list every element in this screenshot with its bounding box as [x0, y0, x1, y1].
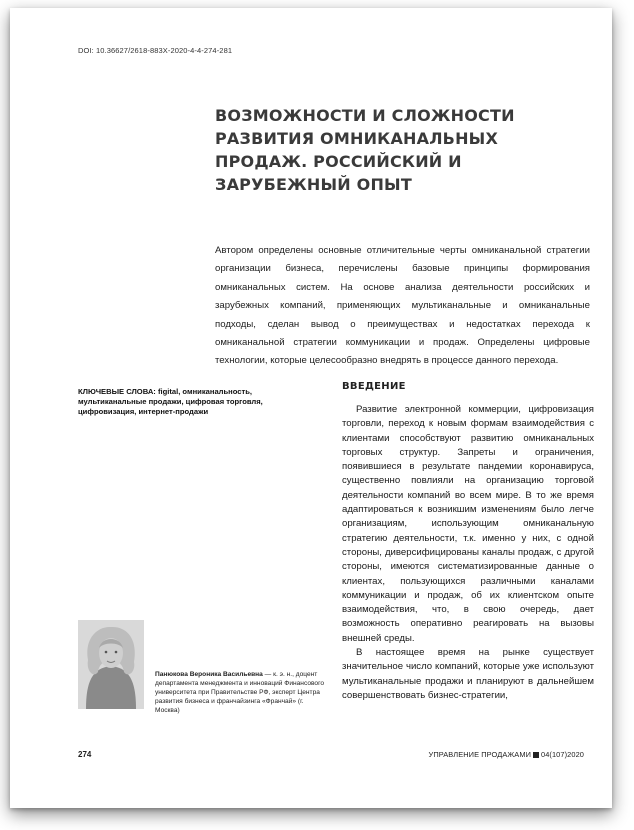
author-photo	[78, 620, 144, 709]
separator-square-icon	[533, 752, 539, 758]
journal-page	[10, 8, 612, 808]
author-name: Панюкова Вероника Васильевна	[155, 671, 263, 678]
keywords-label: КЛЮЧЕВЫЕ СЛОВА:	[78, 387, 156, 396]
author-bio: — к. э. н., доцент департамента менеджмента и инноваций Финансового университета при Правительстве РФ, эксперт Центра развития бизнеса и франчайзинга «Франчай» (г. Москва)	[155, 671, 325, 714]
intro-paragraph-2: В настоящее время на рынке существует значительное число компаний, которые уже используют мультиканальные продажи и планируют в дальнейшем совершенствовать бизнес-стратегии,	[342, 647, 594, 701]
journal-issue: 04(107)2020	[540, 750, 584, 759]
page-number: 274	[78, 750, 92, 759]
keywords-text: figital, омниканальность, мультиканальные продажи, цифровая торговля, цифровизация, интернет-продажи	[78, 387, 263, 416]
article-abstract: Автором определены основные отличительные черты омниканальной стратегии организации бизнеса, перечислены базовые принципы формирования омниканальных систем. На основе анализа деятельности российских и зарубежных компаний, применяющих мультиканальные и омниканальные подходы, сделан вывод о преимуществах и недостатках перехода к омниканальной стратегии коммуникации и продаж. Определены цифровые технологии, которые целесообразно внедрять в процессе данного перехода.	[215, 245, 590, 367]
author-info	[155, 670, 330, 715]
intro-paragraph-1: Развитие электронной коммерции, цифровизация торговли, переход к новым формам взаимодействия с клиентами способствуют развитию омниканальных торговых структур. Запреты и ограничения, появившиеся в результате пандемии коронавируса, существенно повлияли на организацию торговой деятельности компаний во всем мире. В то же время адаптироваться к возникшим изменениям было легче организациям, использующим омниканальную стратегию деятельности, т.к. именно у них, с одной стороны, диверсифицированы каналы продаж, с другой стороны, имеются систематизированные данные о клиентах, пользующихся различными каналами коммуникации и продаж, об их клиентском опыте взаимодействия, что, в свою очередь, дает возможность оперативно реагировать на вызовы внешней среды.	[342, 404, 594, 644]
keywords-block	[78, 387, 318, 417]
journal-name: УПРАВЛЕНИЕ ПРОДАЖАМИ	[428, 750, 531, 759]
author-portrait-image	[78, 620, 144, 709]
article-title: ВОЗМОЖНОСТИ И СЛОЖНОСТИ РАЗВИТИЯ ОМНИКАНАЛЬНЫХ ПРОДАЖ. РОССИЙСКИЙ И ЗАРУБЕЖНЫЙ ОПЫТ	[215, 106, 515, 194]
doi-line: DOI: 10.36627/2618-883X-2020-4-4-274-281	[78, 46, 233, 55]
intro-heading: ВВЕДЕНИЕ	[342, 381, 406, 392]
intro-text	[342, 403, 594, 703]
journal-footer	[429, 750, 584, 759]
